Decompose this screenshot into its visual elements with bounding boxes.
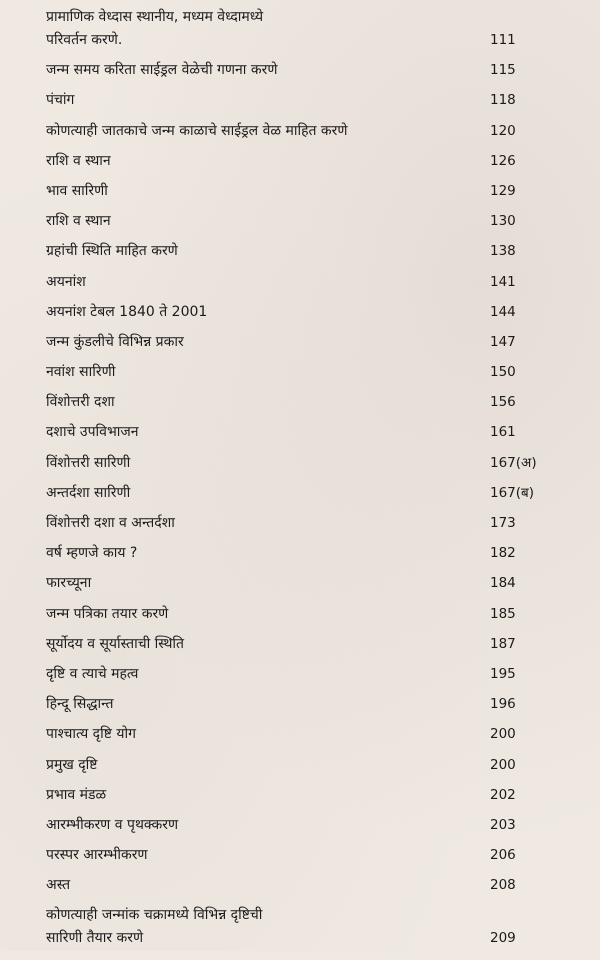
- toc-entry-title: [46, 91, 486, 109]
- toc-entry: [46, 91, 566, 109]
- toc-entry-title-line: पंचांग: [46, 92, 75, 109]
- toc-entry: [46, 454, 566, 472]
- toc-entry-page-number: 173: [490, 515, 516, 531]
- table-of-contents: [46, 8, 566, 960]
- toc-entry-title-line: जन्म समय करिता साईड्रल वेळेची गणना करणे: [46, 62, 278, 79]
- toc-entry-page-number: 182: [490, 545, 516, 562]
- toc-entry-page-number: 206: [490, 847, 516, 864]
- toc-entry: [46, 544, 566, 562]
- toc-entry-title: [46, 8, 486, 49]
- toc-entry-title-line: अन्तर्दशा सारिणी: [46, 484, 131, 501]
- toc-entry-page-number: 184: [490, 575, 516, 592]
- toc-entry-title: [46, 242, 486, 260]
- toc-entry-page-number: 130: [490, 213, 516, 230]
- toc-entry-title-line: पाश्चात्य दृष्टि योग: [46, 726, 136, 743]
- toc-entry-title: [46, 484, 486, 502]
- toc-entry-page-number: 156: [490, 394, 516, 411]
- toc-entry: [46, 665, 566, 683]
- toc-entry-title: [46, 786, 486, 804]
- toc-entry-title: [46, 182, 486, 200]
- toc-entry-title-line: जन्म पत्रिका तयार करणे: [46, 605, 169, 622]
- toc-entry-page-number: 150: [490, 364, 516, 381]
- toc-entry: [46, 152, 566, 170]
- toc-entry-title: [46, 393, 486, 411]
- toc-entry-title: [46, 605, 486, 623]
- toc-entry: [46, 605, 566, 623]
- toc-entry-page-number: 144: [490, 303, 516, 320]
- toc-entry: [46, 61, 566, 79]
- toc-entry: [46, 122, 566, 140]
- toc-entry-title-line: राशि व स्थान: [46, 213, 111, 230]
- toc-entry-page-number: 161: [490, 424, 516, 441]
- toc-entry-page-number: 208: [490, 877, 516, 894]
- toc-entry-page-number: 138: [490, 243, 516, 260]
- toc-entry-title-line: अयनांश टेबल 1840 ते 2001: [46, 303, 208, 320]
- toc-entry: [46, 635, 566, 653]
- toc-entry-page-number: 185: [490, 605, 516, 622]
- toc-entry-title-line: परस्पर आरम्भीकरण: [46, 847, 148, 864]
- toc-entry-title: [46, 665, 486, 683]
- toc-entry-title: [46, 61, 486, 79]
- toc-entry: [46, 393, 566, 411]
- toc-entry-page-number: 129: [490, 182, 516, 199]
- toc-entry-title-line: सारिणी तैयार करणे: [46, 930, 144, 947]
- toc-entry-page-number: 141: [490, 273, 516, 290]
- toc-entry-title-line: दशाचे उपविभाजन: [46, 424, 139, 441]
- toc-entry: [46, 212, 566, 230]
- toc-entry-title: [46, 816, 486, 834]
- toc-entry: [46, 574, 566, 592]
- toc-entry-title: [46, 333, 486, 351]
- toc-entry: [46, 423, 566, 441]
- toc-entry-page-number: 147: [490, 333, 516, 350]
- toc-entry-page-number: 167(अ): [490, 454, 537, 471]
- toc-entry-title-line: भाव सारिणी: [46, 182, 108, 199]
- toc-entry-page-number: 126: [490, 152, 516, 169]
- toc-entry-title-line: प्रामाणिक वेध्दास स्थानीय, मध्यम वेध्दामध्ये: [46, 9, 264, 25]
- toc-entry-title-line: परिवर्तन करणे.: [46, 32, 123, 48]
- toc-entry: [46, 876, 566, 894]
- toc-entry-title-line: अस्त: [46, 877, 71, 894]
- toc-entry-title-line: कोणत्याही जन्मांक चक्रामध्ये विभिन्न दृष्टिची: [46, 907, 263, 924]
- toc-entry-title: [46, 876, 486, 894]
- toc-entry: [46, 846, 566, 864]
- toc-entry: [46, 242, 566, 260]
- toc-entry-title: [46, 514, 486, 532]
- toc-entry: [46, 725, 566, 743]
- toc-entry-page-number: 111: [490, 32, 516, 48]
- toc-entry-page-number: 118: [490, 92, 516, 109]
- toc-entry-title-line: फारच्यूना: [46, 575, 92, 592]
- toc-entry-title-line: विंशोत्तरी दशा व अन्तर्दशा: [46, 515, 175, 531]
- toc-entry-title-line: राशि व स्थान: [46, 152, 111, 169]
- toc-entry-title-line: वर्ष म्हणजे काय ?: [46, 545, 138, 562]
- toc-entry-title-line: ग्रहांची स्थिति माहित करणे: [46, 243, 178, 260]
- toc-entry-title: [46, 544, 486, 562]
- toc-entry-title-line: आरम्भीकरण व पृथक्करण: [46, 816, 179, 833]
- toc-entry-title-line: कोणत्याही जातकाचे जन्म काळाचे साईड्रल वेळ माहित करणे: [46, 122, 348, 139]
- toc-entry-title: [46, 756, 486, 774]
- toc-entry-title: [46, 574, 486, 592]
- toc-entry: [46, 363, 566, 381]
- toc-entry-title-line: जन्म कुंडलीचे विभिन्न प्रकार: [46, 333, 184, 350]
- toc-entry-title: [46, 906, 486, 947]
- toc-entry: [46, 786, 566, 804]
- toc-entry-title-line: अयनांश: [46, 273, 86, 290]
- toc-entry-title: [46, 122, 486, 140]
- toc-entry-title: [46, 363, 486, 381]
- toc-entry-page-number: 167(ब): [490, 484, 535, 501]
- toc-entry-title: [46, 454, 486, 472]
- toc-entry-title: [46, 303, 486, 321]
- toc-entry: [46, 182, 566, 200]
- toc-entry-page-number: 209: [490, 930, 516, 947]
- toc-entry-title-line: दृष्टि व त्याचे महत्व: [46, 665, 139, 682]
- toc-entry-title-line: नवांश सारिणी: [46, 364, 116, 381]
- toc-entry: [46, 8, 566, 49]
- toc-entry-page-number: 202: [490, 786, 516, 803]
- toc-entry: [46, 514, 566, 532]
- toc-entry-title: [46, 423, 486, 441]
- toc-entry-title-line: प्रमुख दृष्टि: [46, 756, 98, 773]
- toc-entry-title: [46, 846, 486, 864]
- toc-entry: [46, 816, 566, 834]
- toc-entry-page-number: 200: [490, 756, 516, 773]
- toc-entry: [46, 695, 566, 713]
- toc-entry-title-line: सूर्योदय व सूर्यास्ताची स्थिति: [46, 635, 185, 652]
- toc-entry-page-number: 187: [490, 635, 516, 652]
- toc-entry-title: [46, 273, 486, 291]
- toc-entry-page-number: 203: [490, 816, 516, 833]
- toc-entry: [46, 273, 566, 291]
- toc-entry-page-number: 120: [490, 122, 516, 139]
- toc-entry: [46, 906, 566, 947]
- toc-entry-title-line: प्रभाव मंडळ: [46, 786, 107, 803]
- toc-entry: [46, 756, 566, 774]
- toc-entry-title-line: हिन्दू सिद्धान्त: [46, 696, 114, 713]
- toc-entry-title: [46, 635, 486, 653]
- toc-entry-title: [46, 212, 486, 230]
- toc-entry: [46, 303, 566, 321]
- toc-entry-title: [46, 152, 486, 170]
- toc-entry-title: [46, 695, 486, 713]
- toc-entry-title-line: विंशोत्तरी दशा: [46, 394, 115, 411]
- toc-entry-page-number: 200: [490, 726, 516, 743]
- toc-entry-title: [46, 725, 486, 743]
- toc-entry-page-number: 115: [490, 62, 516, 79]
- toc-entry-page-number: 196: [490, 696, 516, 713]
- toc-entry: [46, 333, 566, 351]
- toc-entry: [46, 484, 566, 502]
- toc-entry-page-number: 195: [490, 665, 516, 682]
- toc-entry-title-line: विंशोत्तरी सारिणी: [46, 454, 131, 471]
